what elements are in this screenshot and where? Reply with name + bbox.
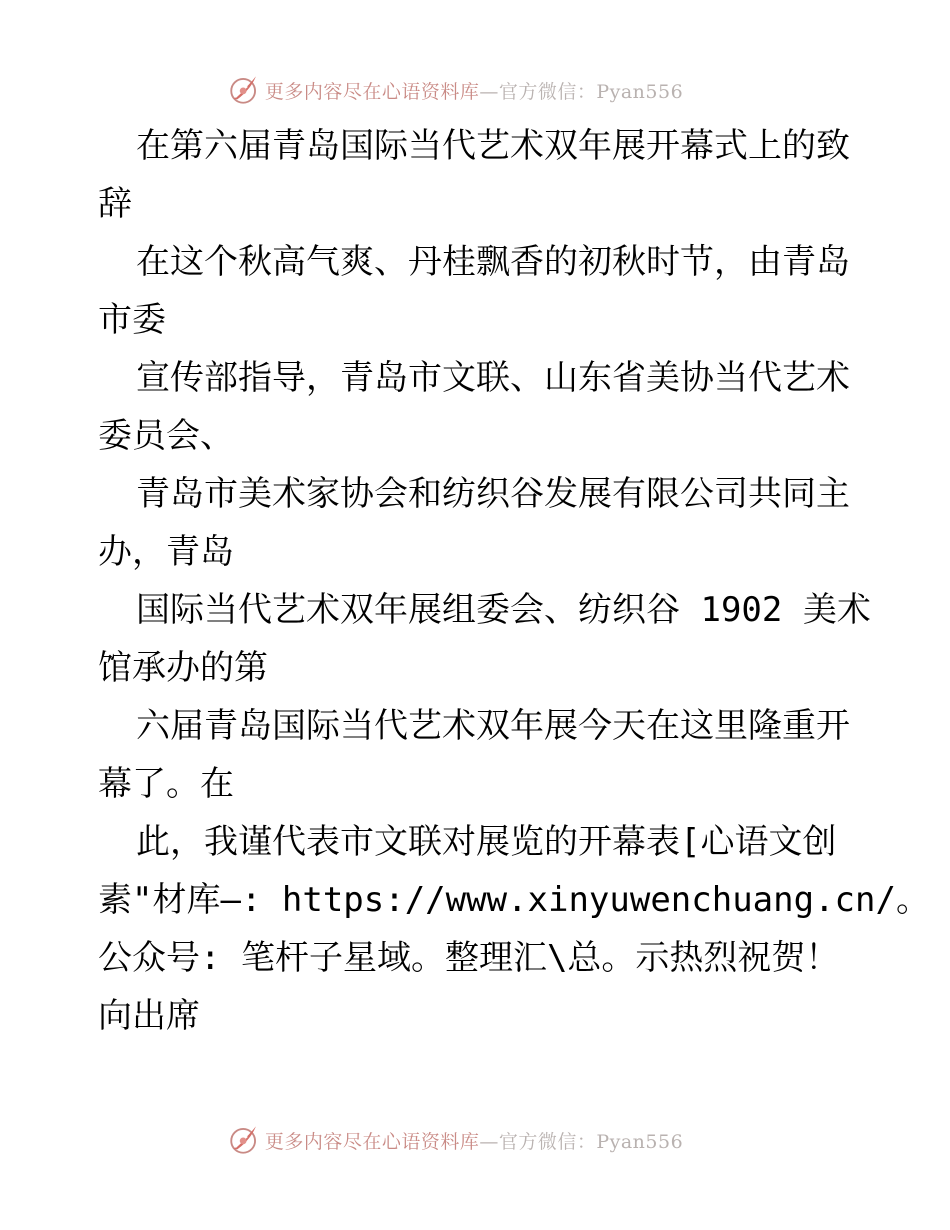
watermark-text: 更多内容尽在心语资料库—官方微信：Pyan556 [264,1130,684,1153]
paragraph-line: 辞 [98,184,132,224]
watermark-text: 更多内容尽在心语资料库—官方微信：Pyan556 [264,80,684,103]
quill-pen-logo-icon [227,1123,261,1157]
paragraph-line: 馆承办的第 [98,648,268,688]
paragraph-line: 宣传部指导，青岛市文联、山东省美协当代艺术 [136,358,850,398]
document-body [98,117,930,1045]
paragraph-line: 幕了。在 [98,764,234,804]
paragraph-line: 市委 [98,300,166,340]
paragraph-line: 委员会、 [98,416,234,456]
paragraph-line: 向出席 [98,996,200,1036]
paragraph-line: 此，我谨代表市文联对展览的开幕表[心语文创 [136,822,837,862]
quill-pen-logo-icon [227,73,261,107]
paragraph-line: 办，青岛 [98,532,234,572]
header-watermark [0,68,950,112]
paragraph-line: 公众号: 笔杆子星域。整理汇\总。示热烈祝贺！ [98,938,840,978]
paragraph-line: 在第六届青岛国际当代艺术双年展开幕式上的致 [136,126,850,166]
paragraph-line: 素"材库—: https://www.xinyuwenchuang.cn/。 [98,880,930,920]
paragraph-line: 青岛市美术家协会和纺织谷发展有限公司共同主 [136,474,850,514]
paragraph-line: 在这个秋高气爽、丹桂飘香的初秋时节，由青岛 [136,242,850,282]
paragraph-line: 国际当代艺术双年展组委会、纺织谷 1902 美术 [136,590,871,630]
footer-watermark [0,1118,950,1162]
paragraph-line: 六届青岛国际当代艺术双年展今天在这里隆重开 [136,706,850,746]
